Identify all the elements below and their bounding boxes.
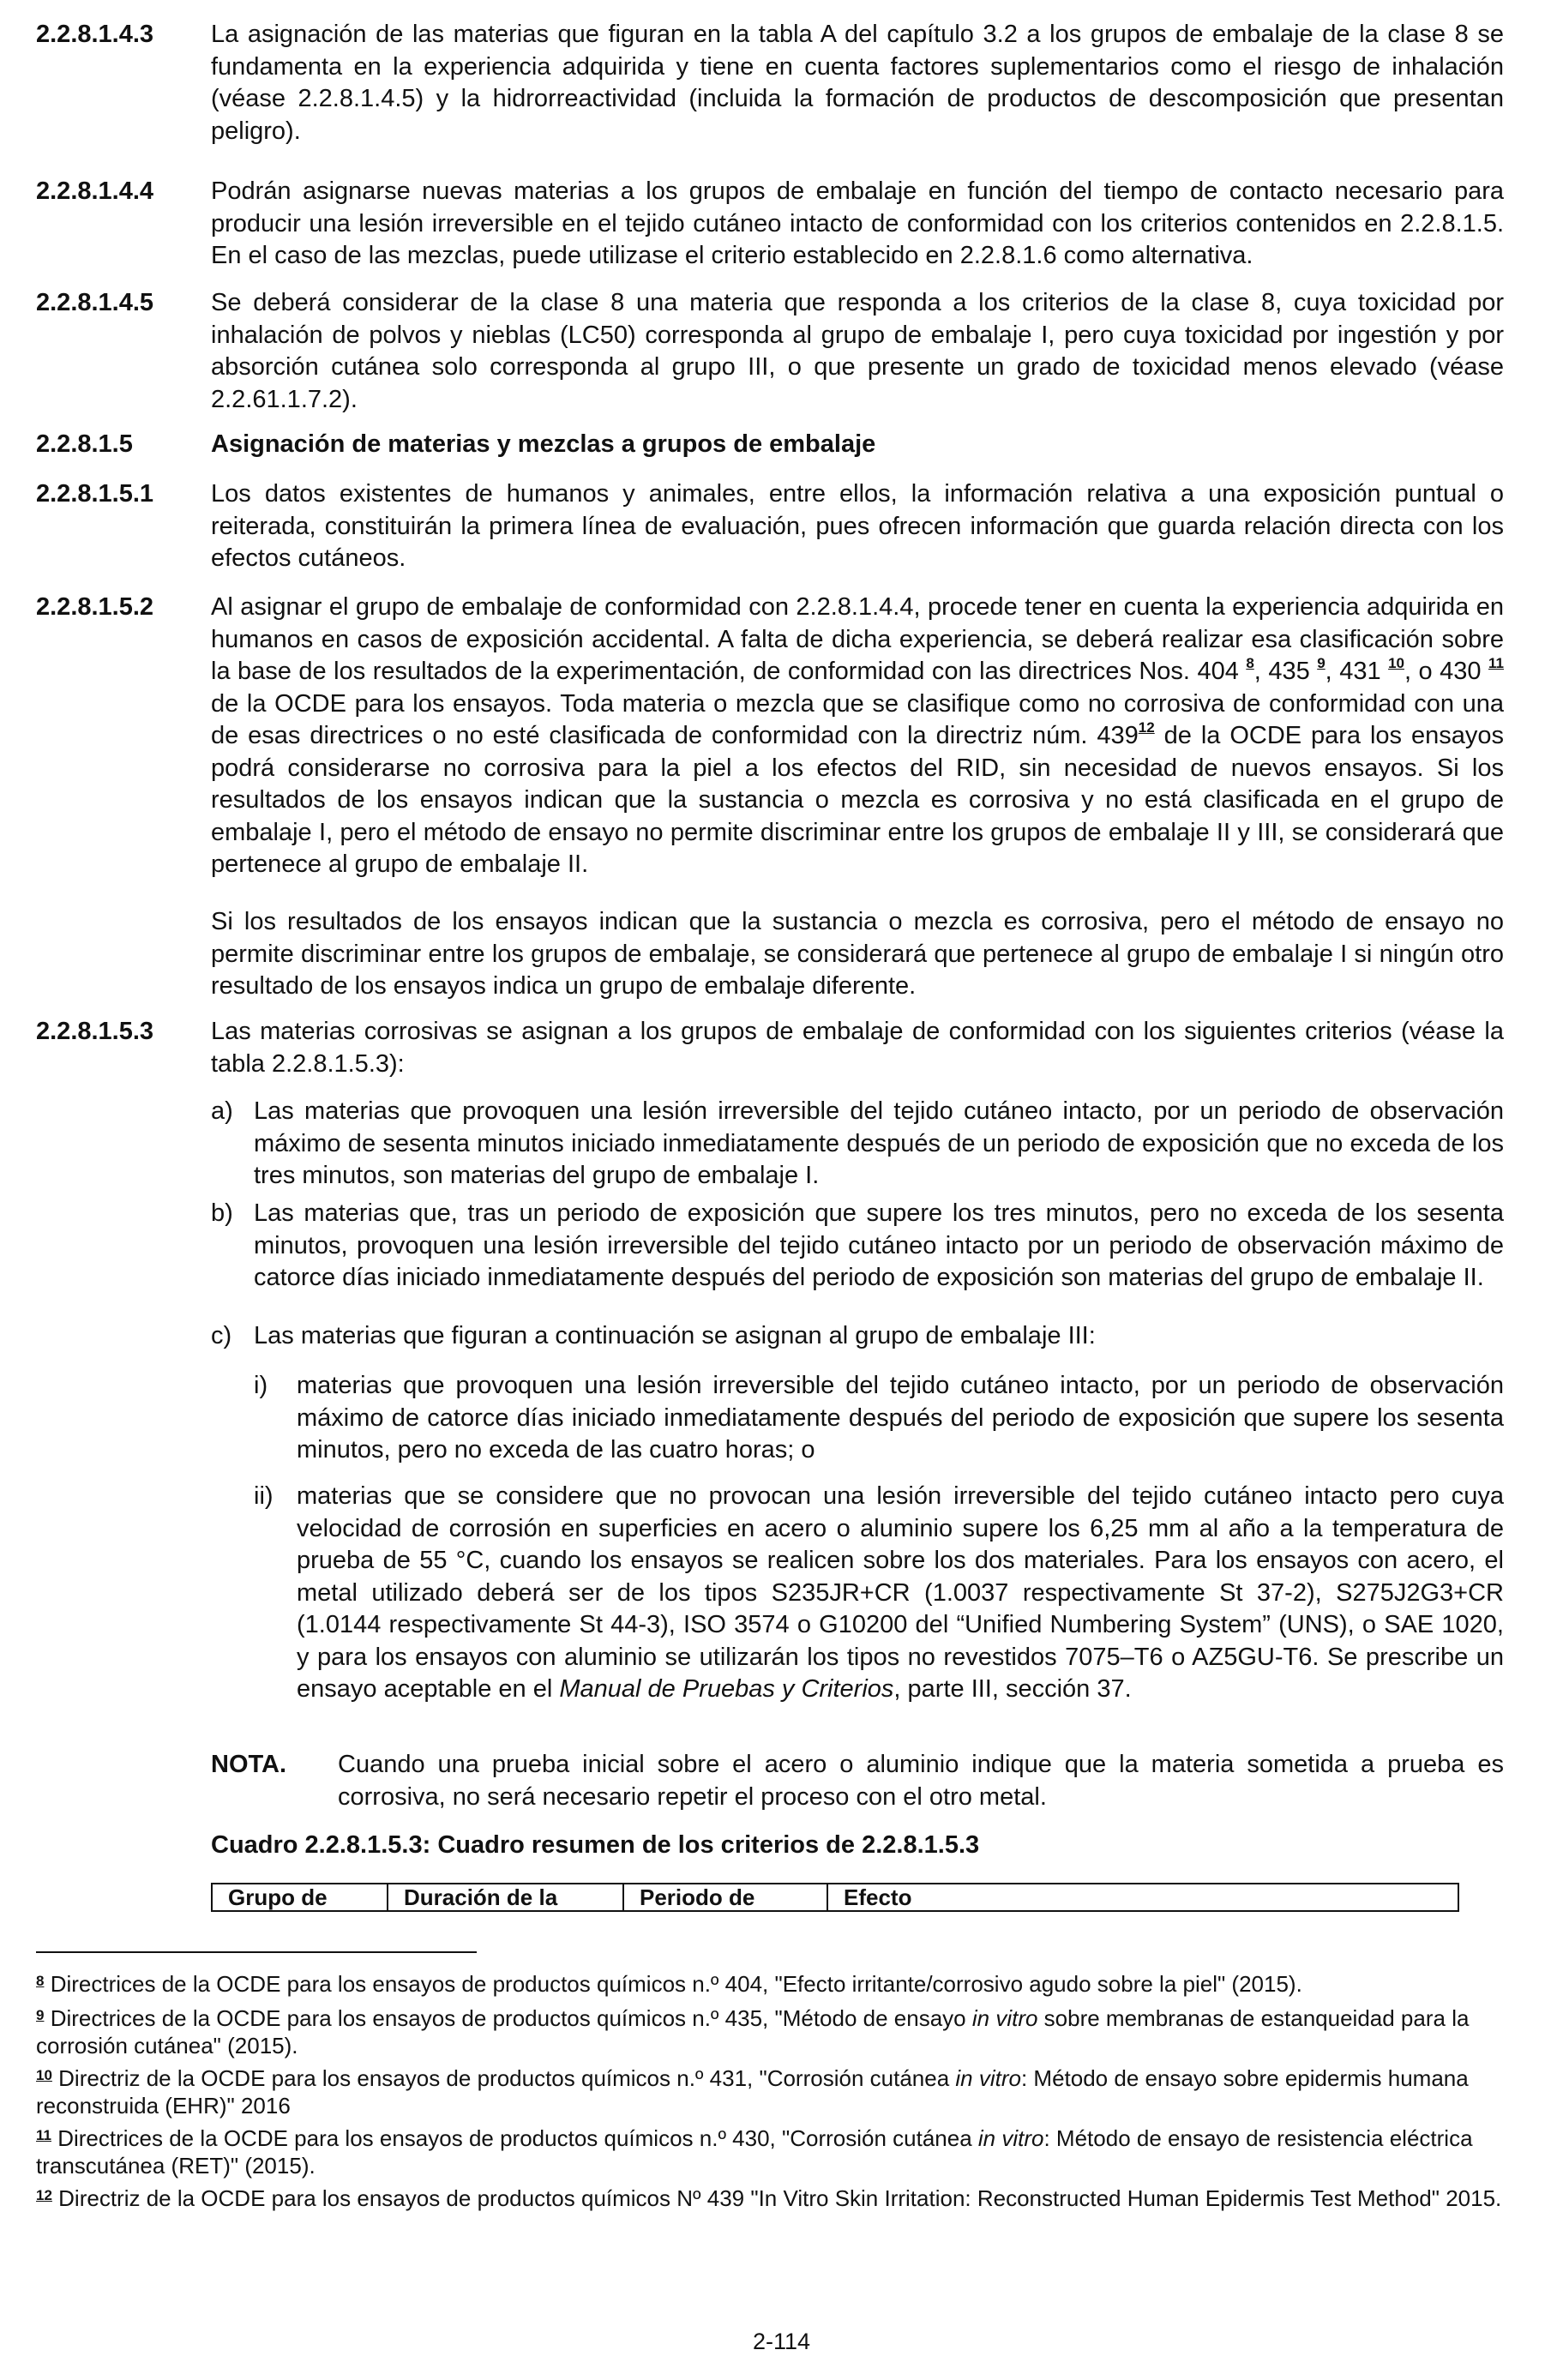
list-item-a [211,1096,1504,1193]
note [211,1749,1504,1813]
paragraph-text: Los datos existentes de humanos y animales, entre ellos, la información relativa a una exposición puntual o reiterada, constituirán la primera línea de evaluación, pues ofrecen información que guarda relación directa con los efectos cutáneos. [211,480,1504,572]
list-label: a) [211,1097,233,1125]
table-header-cell: Grupo de [213,1884,388,1910]
footnote-ref-12[interactable]: 12 [1138,719,1155,736]
footnote-ref-10[interactable]: 10 [1388,655,1404,671]
footnote-11: $^{11}$ Directrices de la OCDE para los ensayos de productos químicos n.º 430, "Corrosión cutánea in vitro: Método de ensayo de resistencia eléctrica transcutánea (RET)" (2015). [36,2125,1473,2179]
paragraph-number: 2.2.8.1.4.4 [36,177,154,205]
table-header-cell: Duración de la [388,1884,624,1910]
paragraph-2-2-8-1-5-2 [36,592,1504,881]
footnote-10: $^{10}$ Directriz de la OCDE para los ensayos de productos químicos n.º 431, "Corrosión cutánea in vitro: Método de ensayo sobre epidermis humana reconstruida (EHR)" 2016 [36,2065,1469,2119]
paragraph-number: 2.2.8.1.5.3 [36,1018,154,1045]
footnote-8: $^8$ Directrices de la OCDE para los ensayos de productos químicos n.º 404, "Efecto irritante/corrosivo agudo sobre la piel" (2015). [36,1971,1302,1997]
sub-item-i [254,1370,1504,1467]
table-header-cell: Efecto [844,1884,912,1910]
paragraph-2-2-8-1-4-5 [36,287,1504,416]
list-label: b) [211,1199,233,1227]
list-text: Las materias que, tras un periodo de exposición que supere los tres minutos, pero no exceda de los sesenta minutos, provoquen una lesión irreversible del tejido cutáneo intacto por un periodo de observación máximo de catorce días iniciado inmediatamente después del periodo de exposición son materias del grupo de embalaje II. [254,1199,1504,1291]
paragraph-2-2-8-1-5-3 [36,1016,1504,1080]
paragraph-number: 2.2.8.1.5.2 [36,593,154,621]
paragraph-text: Las materias corrosivas se asignan a los grupos de embalaje de conformidad con los siguientes criterios (véase la tabla 2.2.8.1.5.3): [211,1018,1504,1078]
summary-table-header [211,1883,1459,1912]
section-number: 2.2.8.1.5 [36,430,133,458]
footnote-12: $^{12}$ Directriz de la OCDE para los ensayos de productos químicos Nº 439 "In Vitro Skin Irritation: Reconstructed Human Epidermis Test Method" 2015. [36,2185,1502,2211]
paragraph-text: La asignación de las materias que figuran en la tabla A del capítulo 3.2 a los grupos de embalaje de la clase 8 se fundamenta en la experiencia adquirida y tiene en cuenta factores suplementarios como el riesgo de inhalación (véase 2.2.8.1.4.5) y la hidrorreactividad (incluida la formación de productos de descomposición que presentan peligro). [211,21,1504,145]
sub-text: materias que provoquen una lesión irreversible del tejido cutáneo intacto, por un periodo de observación máximo de catorce días iniciado inmediatamente después del periodo de exposición que supere los sesenta minutos, pero no exceda de las cuatro horas; o [297,1372,1504,1463]
paragraph-number: 2.2.8.1.4.3 [36,21,154,48]
section-title: Asignación de materias y mezclas a grupos de embalaje [211,430,876,458]
sub-text: materias que se considere que no provocan una lesión irreversible del tejido cutáneo intacto pero cuya velocidad de corrosión en superficies en acero o aluminio supere los 6,25 mm al año a la temperatura de prueba de 55 °C, cuando los ensayos se realicen sobre los dos materiales. Para los ensayos con acero, el metal utilizado deberá ser de los tipos S235JR+CR (1.0037 respectivamente St 37-2), S275J2G3+CR (1.0144 respectivamente St 44-3), ISO 3574 o G10200 del “Unified Numbering System” (UNS), o SAE 1020, y para los ensayos con aluminio se utilizarán los tipos no revestidos 7075–T6 o AZ5GU-T6. Se prescribe un ensayo aceptable en el Manual de Pruebas y Criterios, parte III, sección 37. [297,1482,1504,1703]
paragraph-continuation: Si los resultados de los ensayos indican que la sustancia o mezcla es corrosiva, pero el método de ensayo no permite discriminar entre los grupos de embalaje, se considerará que pertenece al grupo de embalaje I si ningún otro resultado de los ensayos indica un grupo de embalaje diferente. [211,908,1504,1000]
manual-title: Manual de Pruebas y Criterios [559,1675,894,1703]
paragraph-2-2-8-1-4-3 [36,19,1504,147]
paragraph-text: Podrán asignarse nuevas materias a los grupos de embalaje en función del tiempo de contacto necesario para producir una lesión irreversible en el tejido cutáneo intacto de conformidad con los criterios contenidos en 2.2.8.1.5. En el caso de las mezclas, puede utilizase el criterio establecido en 2.2.8.1.6 como alternativa. [211,177,1504,269]
footnote-ref-8[interactable]: 8 [1246,655,1254,671]
paragraph-text: Se deberá considerar de la clase 8 una materia que responda a los criterios de la clase 8, cuya toxicidad por inhalación de polvos y nieblas (LC50) corresponda al grupo de embalaje I, pero cuya toxicidad por ingestión y por absorción cutánea solo corresponda al grupo III, o que presente un grado de toxicidad menos elevado (véase 2.2.61.1.7.2). [211,289,1504,413]
paragraph-number: 2.2.8.1.5.1 [36,480,154,508]
footnote-ref-9[interactable]: 9 [1317,655,1326,671]
page-number: 2-114 [752,2329,811,2354]
paragraph-number: 2.2.8.1.4.5 [36,289,154,316]
list-item-c [211,1320,1504,1353]
list-label: c) [211,1322,232,1349]
table-header-cell: Periodo de [624,1884,828,1910]
footnote-number: 10 [36,2067,52,2083]
footnote-ref-11[interactable]: 11 [1488,655,1504,671]
note-text: Cuando una prueba inicial sobre el acero o aluminio indique que la materia sometida a prueba es corrosiva, no será necesario repetir el proceso con el otro metal. [338,1751,1504,1811]
list-text: Las materias que figuran a continuación se asignan al grupo de embalaje III: [254,1322,1096,1349]
paragraph-2-2-8-1-4-4 [36,176,1504,273]
sub-label: i) [254,1372,268,1399]
paragraph-2-2-8-1-5-1 [36,478,1504,575]
list-text: Las materias que provoquen una lesión irreversible del tejido cutáneo intacto, por un periodo de observación máximo de sesenta minutos iniciado inmediatamente después de un periodo de exposición que no exceda de los tres minutos, son materias del grupo de embalaje I. [254,1097,1504,1189]
table-caption: Cuadro 2.2.8.1.5.3: Cuadro resumen de los criterios de 2.2.8.1.5.3 [211,1831,980,1859]
note-label: NOTA. [211,1751,287,1778]
footnote-number: 9 [36,2007,45,2023]
paragraph-text: Al asignar el grupo de embalaje de conformidad con 2.2.8.1.4.4, procede tener en cuenta la experiencia adquirida en humanos en casos de exposición accidental. A falta de dicha experiencia, se deberá realizar esa clasificación sobre la base de los resultados de la experimentación, de conformidad con las directrices Nos. 404 $^8$, 435 $^9$, 431 $^{10}$, o 430 $^{11}$ de la OCDE para los ensayos. Toda materia o mezcla que se clasifique como no corrosiva de conformidad con una de esas directrices o no esté clasificada de conformidad con la directriz núm. 439$^{12}$ de la OCDE para los ensayos podrá considerarse no corrosiva para la piel a los efectos del RID, sin necesidad de nuevos ensayos. Si los resultados de los ensayos indican que la sustancia o mezcla es corrosiva y no está clasificada en el grupo de embalaje I, pero el método de ensayo no permite discriminar entre los grupos de embalaje II y III, se considerará que pertenece al grupo de embalaje II. [211,593,1504,878]
sub-label: ii) [254,1482,274,1510]
section-heading-2-2-8-1-5 [36,429,1504,461]
footnote-number: 12 [36,2187,52,2203]
list-item-b [211,1198,1504,1295]
footnote-number: 11 [36,2127,51,2143]
footnote-number: 8 [36,1973,45,1989]
footnote-separator [36,1951,477,1953]
sub-item-ii [254,1481,1504,1706]
footnote-9: $^9$ Directrices de la OCDE para los ensayos de productos químicos n.º 435, "Método de ensayo in vitro sobre membranas de estanqueidad para la corrosión cutánea" (2015). [36,2005,1470,2058]
